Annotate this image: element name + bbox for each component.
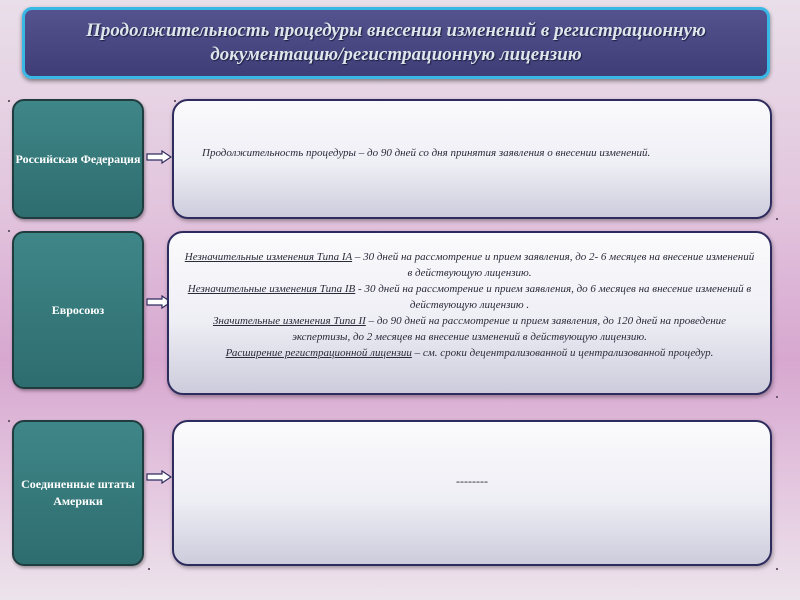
eu-duration-list	[183, 249, 756, 361]
content-box-eu	[167, 231, 772, 395]
country-label-eu: Евросоюз	[51, 302, 105, 317]
country-label-russia: Российская Федерация	[15, 151, 141, 166]
country-label-usa: Соединенные штаты Америки	[21, 477, 135, 508]
country-box-eu	[12, 231, 144, 389]
country-box-russia	[12, 99, 144, 219]
country-box-usa	[12, 420, 144, 566]
slide-title: Продолжительность процедуры внесения изменений в регистрационную документацию/регистрационную лицензию	[86, 20, 706, 65]
decor-dot	[776, 396, 778, 398]
arrow-right-icon	[146, 470, 172, 484]
eu-type-ia-label: Незначительные изменения Типа IA	[184, 251, 353, 263]
eu-type-ii-text: – до 90 дней на рассмотрение и прием заявления, до 120 дней на проведение экспертизы, до 2 месяцев на внесение изменений в действующую лицензию.	[292, 315, 727, 343]
decor-dot	[8, 230, 10, 232]
eu-extension-text: – см. сроки децентрализованной и централизованной процедур.	[411, 347, 714, 359]
arrow-right-icon	[146, 150, 172, 164]
usa-duration-text: --------	[456, 474, 488, 488]
eu-type-ib-text: - 30 дней на рассмотрение и прием заявления, до 6 месяцев на внесение изменений в действующую лицензию .	[355, 283, 752, 311]
decor-dot	[776, 568, 778, 570]
eu-type-ii-label: Значительные изменения Типа II	[212, 315, 366, 327]
decor-dot	[174, 100, 176, 102]
decor-dot	[8, 100, 10, 102]
content-box-usa	[172, 420, 772, 566]
eu-extension-item	[183, 345, 756, 361]
eu-type-ia-item	[183, 249, 756, 281]
slide-title-box	[22, 7, 770, 79]
decor-dot	[8, 420, 10, 422]
content-box-russia	[172, 99, 772, 219]
russia-duration-text: Продолжительность процедуры – до 90 дней со дня принятия заявления о внесении изменений.	[202, 147, 651, 159]
decor-dot	[148, 568, 150, 570]
eu-type-ii-item	[183, 313, 756, 345]
decor-dot	[776, 218, 778, 220]
eu-type-ia-text: – 30 дней на рассмотрение и прием заявления, до 2- 6 месяцев на внесение изменений в действующую лицензию.	[352, 251, 755, 279]
eu-extension-label: Расширение регистрационной лицензии	[225, 347, 412, 359]
eu-type-ib-label: Незначительные изменения Типа IB	[187, 283, 356, 295]
eu-type-ib-item	[183, 281, 756, 313]
